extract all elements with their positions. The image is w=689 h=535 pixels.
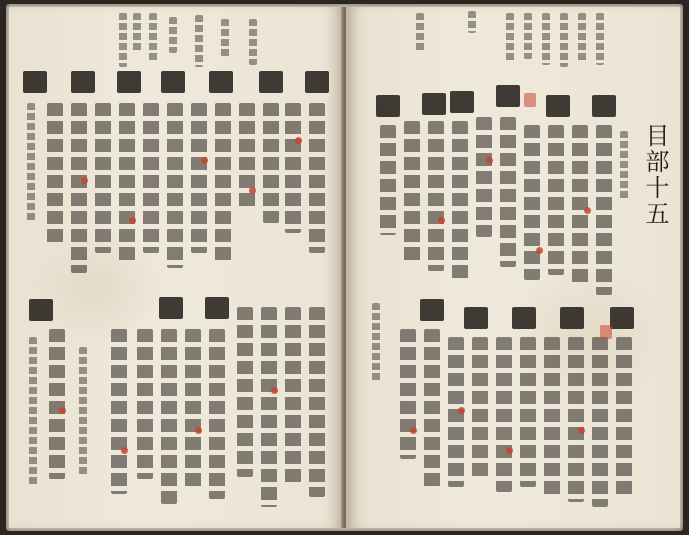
entry-head-glyph <box>496 85 520 107</box>
red-annotation-mark <box>81 177 88 184</box>
text-column <box>119 103 135 263</box>
marginal-note <box>195 15 203 67</box>
text-column <box>95 103 111 253</box>
text-column <box>476 117 492 237</box>
red-annotation-mark <box>458 407 465 414</box>
text-column <box>143 103 159 253</box>
marginal-note <box>133 13 141 53</box>
entry-head-glyph <box>117 71 141 93</box>
red-annotation-mark <box>578 427 585 434</box>
red-annotation-mark <box>486 157 493 164</box>
entry-head-glyph <box>592 95 616 117</box>
marginal-note <box>524 13 532 59</box>
entry-head-glyph <box>259 71 283 93</box>
entry-head-glyph <box>376 95 400 117</box>
text-column <box>452 121 468 281</box>
red-seal-mark <box>600 325 612 339</box>
open-book <box>6 4 683 531</box>
entry-head-glyph <box>450 91 474 113</box>
left-page <box>9 7 343 528</box>
red-annotation-mark <box>295 137 302 144</box>
marginal-note <box>27 103 35 223</box>
marginal-note <box>79 347 87 477</box>
marginal-note <box>416 13 424 53</box>
entry-head-glyph <box>305 71 329 93</box>
text-column <box>237 307 253 477</box>
entry-head-glyph <box>29 299 53 321</box>
entry-head-glyph <box>71 71 95 93</box>
text-column <box>263 103 279 223</box>
entry-head-glyph <box>420 299 444 321</box>
red-annotation-mark <box>584 207 591 214</box>
right-page <box>346 7 680 528</box>
text-column <box>520 337 536 487</box>
entry-head-glyph <box>422 93 446 115</box>
text-column <box>524 125 540 280</box>
marginal-note <box>468 11 476 33</box>
text-column <box>111 329 127 494</box>
page-title: 目部十五 <box>641 123 669 227</box>
text-column <box>167 103 183 268</box>
marginal-note <box>29 337 37 487</box>
entry-head-glyph <box>464 307 488 329</box>
text-column <box>285 103 301 233</box>
red-annotation-mark <box>201 157 208 164</box>
text-column <box>424 329 440 489</box>
text-column <box>404 121 420 261</box>
red-annotation-mark <box>438 217 445 224</box>
entry-head-glyph <box>209 71 233 93</box>
red-annotation-mark <box>271 387 278 394</box>
red-annotation-mark <box>129 217 136 224</box>
marginal-note <box>542 13 550 65</box>
entry-head-glyph <box>512 307 536 329</box>
red-annotation-mark <box>506 447 513 454</box>
text-column <box>47 103 63 243</box>
text-column <box>596 125 612 295</box>
text-column <box>309 307 325 497</box>
marginal-note <box>578 13 586 61</box>
text-column <box>137 329 153 479</box>
entry-head-glyph <box>161 71 185 93</box>
text-column <box>572 125 588 285</box>
red-annotation-mark <box>195 427 202 434</box>
marginal-note <box>506 13 514 63</box>
text-column <box>500 117 516 267</box>
entry-head-glyph <box>159 297 183 319</box>
text-column <box>544 337 560 497</box>
text-column <box>309 103 325 253</box>
text-column <box>285 307 301 487</box>
red-annotation-mark <box>536 247 543 254</box>
marginal-note <box>560 13 568 67</box>
marginal-note <box>372 303 380 383</box>
text-column <box>71 103 87 273</box>
marginal-note <box>169 17 177 53</box>
entry-head-glyph <box>610 307 634 329</box>
text-column <box>472 337 488 477</box>
text-column <box>428 121 444 271</box>
entry-head-glyph <box>546 95 570 117</box>
text-column <box>215 103 231 263</box>
text-column <box>400 329 416 459</box>
marginal-note <box>119 13 127 67</box>
red-annotation-mark <box>410 427 417 434</box>
text-column <box>592 337 608 507</box>
red-seal-mark <box>524 93 536 107</box>
marginal-note <box>249 19 257 65</box>
red-annotation-mark <box>59 407 66 414</box>
text-column <box>185 329 201 489</box>
red-annotation-mark <box>249 187 256 194</box>
entry-head-glyph <box>560 307 584 329</box>
red-annotation-mark <box>121 447 128 454</box>
text-column <box>548 125 564 275</box>
marginal-note <box>149 13 157 61</box>
text-column <box>49 329 65 479</box>
entry-head-glyph <box>23 71 47 93</box>
text-column <box>496 337 512 492</box>
text-column <box>616 337 632 497</box>
text-column <box>380 125 396 235</box>
text-column <box>261 307 277 507</box>
marginal-note <box>596 13 604 65</box>
text-column <box>568 337 584 502</box>
text-column <box>209 329 225 499</box>
marginal-note <box>221 19 229 59</box>
marginal-note <box>620 131 628 201</box>
text-column <box>191 103 207 253</box>
text-column <box>161 329 177 504</box>
entry-head-glyph <box>205 297 229 319</box>
